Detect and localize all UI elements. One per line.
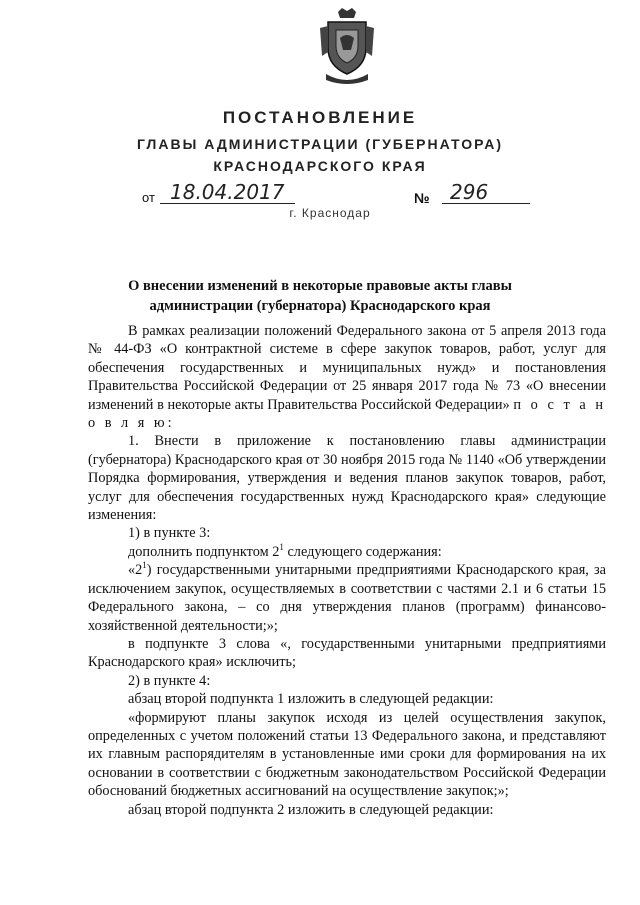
- city: г. Краснодар: [289, 206, 371, 220]
- decree-word: п о с т а н о в л я ю:: [88, 396, 606, 432]
- superscript: 1: [279, 542, 284, 553]
- paragraph: 1) в пункте 3:: [128, 525, 211, 542]
- document-date: 18.04.2017: [160, 180, 295, 204]
- paragraph: абзац второй подпункта 2 изложить в следующей редакции:: [128, 801, 494, 818]
- document-title-line1: О внесении изменений в некоторые правовые акты главы: [128, 278, 512, 294]
- paragraph: в подпункте 3 слова «, государственными унитарными предприятиями Краснодарского края» исключить;: [88, 635, 606, 671]
- text-span: ) государственными унитарными предприятиями Краснодарского края, за исключением закупок, осуществляемых в соответствии с частями 2.1 и 6 статьи 15 Федерального закона, – со дня утверждения планов (программ) финансово-хозяйственной деятельности;»;: [88, 562, 606, 634]
- paragraph: «формируют планы закупок исходя из целей осуществления закупок, определенных с учетом положений статьи 13 Федерального закона, и представляют их главным распорядителям в установленные ими сроки для формирования на их основании в соответствии с бюджетным законодательством Российской Федерации обоснований бюджетных ассигнований на осуществление закупок;»;: [88, 709, 606, 800]
- issuer-heading-line1: ГЛАВЫ АДМИНИСТРАЦИИ (ГУБЕРНАТОРА): [136, 136, 504, 152]
- document-type-heading: ПОСТАНОВЛЕНИЕ: [222, 108, 418, 127]
- paragraph: абзац второй подпункта 1 изложить в следующей редакции:: [128, 691, 494, 708]
- superscript: 1: [142, 560, 147, 571]
- number-prefix: №: [414, 190, 430, 206]
- document-body: [88, 322, 606, 819]
- paragraph: [88, 561, 606, 635]
- text-span: «2: [128, 562, 143, 579]
- paragraph: [88, 543, 606, 561]
- preamble-text: В рамках реализации положений Федерального закона от 5 апреля 2013 года № 44-ФЗ «О контрактной системе в сфере закупок товаров, работ, услуг для обеспечения государственных и муниципальных нужд» и постановления Правительства Российской Федерации от 25 января 2017 года № 73 «О внесении изменений в некоторые акты Правительства Российской Федерации»: [88, 323, 606, 413]
- text-span: следующего содержания:: [283, 543, 442, 560]
- document-number: 296: [442, 180, 530, 204]
- coat-of-arms-icon: [318, 8, 376, 86]
- paragraph: 2) в пункте 4:: [128, 672, 211, 689]
- paragraph: [88, 322, 606, 432]
- document-title-line2: администрации (губернатора) Краснодарского края: [149, 298, 491, 314]
- text-span: дополнить подпунктом 2: [128, 543, 280, 560]
- paragraph: 1. Внести в приложение к постановлению главы администрации (губернатора) Краснодарского края от 30 ноября 2015 года № 1140 «Об утверждении Порядка формирования, утверждения и ведения планов закупок товаров, работ, услуг для обеспечения государственных нужд Краснодарского края» следующие изменения:: [88, 433, 606, 524]
- issuer-heading-line2: КРАСНОДАРСКОГО КРАЯ: [213, 158, 427, 174]
- document-title: [100, 276, 540, 316]
- date-prefix: от: [142, 190, 155, 205]
